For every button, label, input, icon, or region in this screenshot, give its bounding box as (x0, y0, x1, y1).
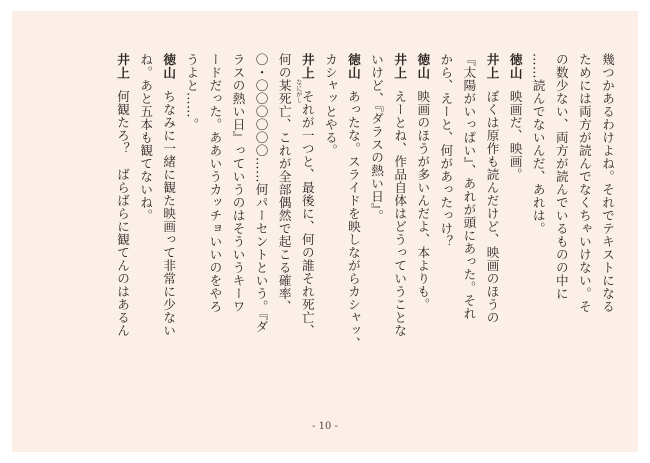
dialogue-line (111, 53, 134, 388)
line-text: 何の某 なにがし 死亡、これが全部偶然で起こる確率、 (276, 53, 302, 313)
line-text: うよと……。 (184, 53, 200, 131)
line-text: カシャッとやる。 (322, 53, 338, 157)
line-text: ね。あと五本も観てないね。 (138, 53, 154, 222)
text-line (319, 53, 342, 388)
ruby-base: 某 なにがし (276, 79, 302, 103)
line-text: それが一つと、最後に、何の誰それ死亡、 (299, 90, 315, 338)
text-line (134, 53, 157, 388)
speaker-name: 井上 (484, 53, 500, 81)
text-line (203, 53, 226, 388)
dialogue-line (388, 53, 411, 388)
dialogue-line (411, 53, 434, 388)
line-text: ちなみに一緒に観た映画って非常に少ない (161, 90, 177, 338)
dialogue-line (504, 53, 527, 388)
line-text: 何観たろ？ ばらばらに観てんのはあるん (115, 90, 131, 338)
line-text: えーとね、作品自体はどうっていうことな (392, 90, 408, 338)
line-text: 映画のほうが多いんだよ、本よりも。 (415, 90, 431, 312)
text-line (273, 53, 302, 388)
speaker-name: 井上 (115, 53, 131, 81)
line-text: ためには両方が読んでなくちゃいけない。そ (576, 53, 592, 313)
text-line (457, 53, 480, 388)
line-text: ぼくは原作も読んだけど、映画のほうの (484, 90, 500, 325)
vertical-body-text (28, 53, 619, 388)
line-text: 映画だ、映画。 (507, 90, 523, 182)
line-text: ラスの熱い日』っていうのはそういうキーワ (230, 53, 246, 313)
line-text: 幾つかあるわけよね。それでテキストになる (600, 53, 615, 313)
text-line (573, 53, 596, 388)
book-page (12, 11, 638, 452)
text-line (550, 53, 573, 388)
text-line (365, 53, 388, 388)
text-line (596, 53, 619, 388)
ruby-reading: なにがし (294, 79, 302, 103)
line-text: いけど、『ダラスの熱い日』。 (369, 53, 385, 223)
text-line (250, 53, 273, 388)
line-text: の数少ない、両方が読んでいるものの中に (553, 53, 569, 300)
speaker-name: 井上 (392, 53, 408, 81)
dialogue-line (480, 53, 503, 388)
dialogue-line (342, 53, 365, 388)
speaker-name: 徳山 (345, 53, 361, 81)
dialogue-line (296, 53, 319, 388)
page-number: - 10 - (312, 421, 338, 432)
text-line (527, 53, 550, 388)
speaker-name: 徳山 (415, 53, 431, 81)
text-line (226, 53, 249, 388)
line-text: ードだった。ああいうカッチョいいのをやろ (207, 53, 223, 313)
line-text: 〇・〇〇〇〇〇〇……何パーセントという。『ダ (253, 53, 269, 333)
text-line (180, 53, 203, 388)
speaker-name: 徳山 (161, 53, 177, 81)
speaker-name: 井上 (299, 53, 315, 81)
line-text: 『太陽がいっぱい』、あれが頭にあった。それ (461, 53, 477, 320)
line-text: から、えーと、何があったっけ？ (438, 53, 454, 248)
text-line (434, 53, 457, 388)
speaker-name: 徳山 (507, 53, 523, 81)
line-text: あったな。スライドを映しながらカシャッ、 (345, 90, 361, 351)
dialogue-line (157, 53, 180, 388)
line-text: ……読んでないんだ、あれは。 (530, 53, 546, 235)
